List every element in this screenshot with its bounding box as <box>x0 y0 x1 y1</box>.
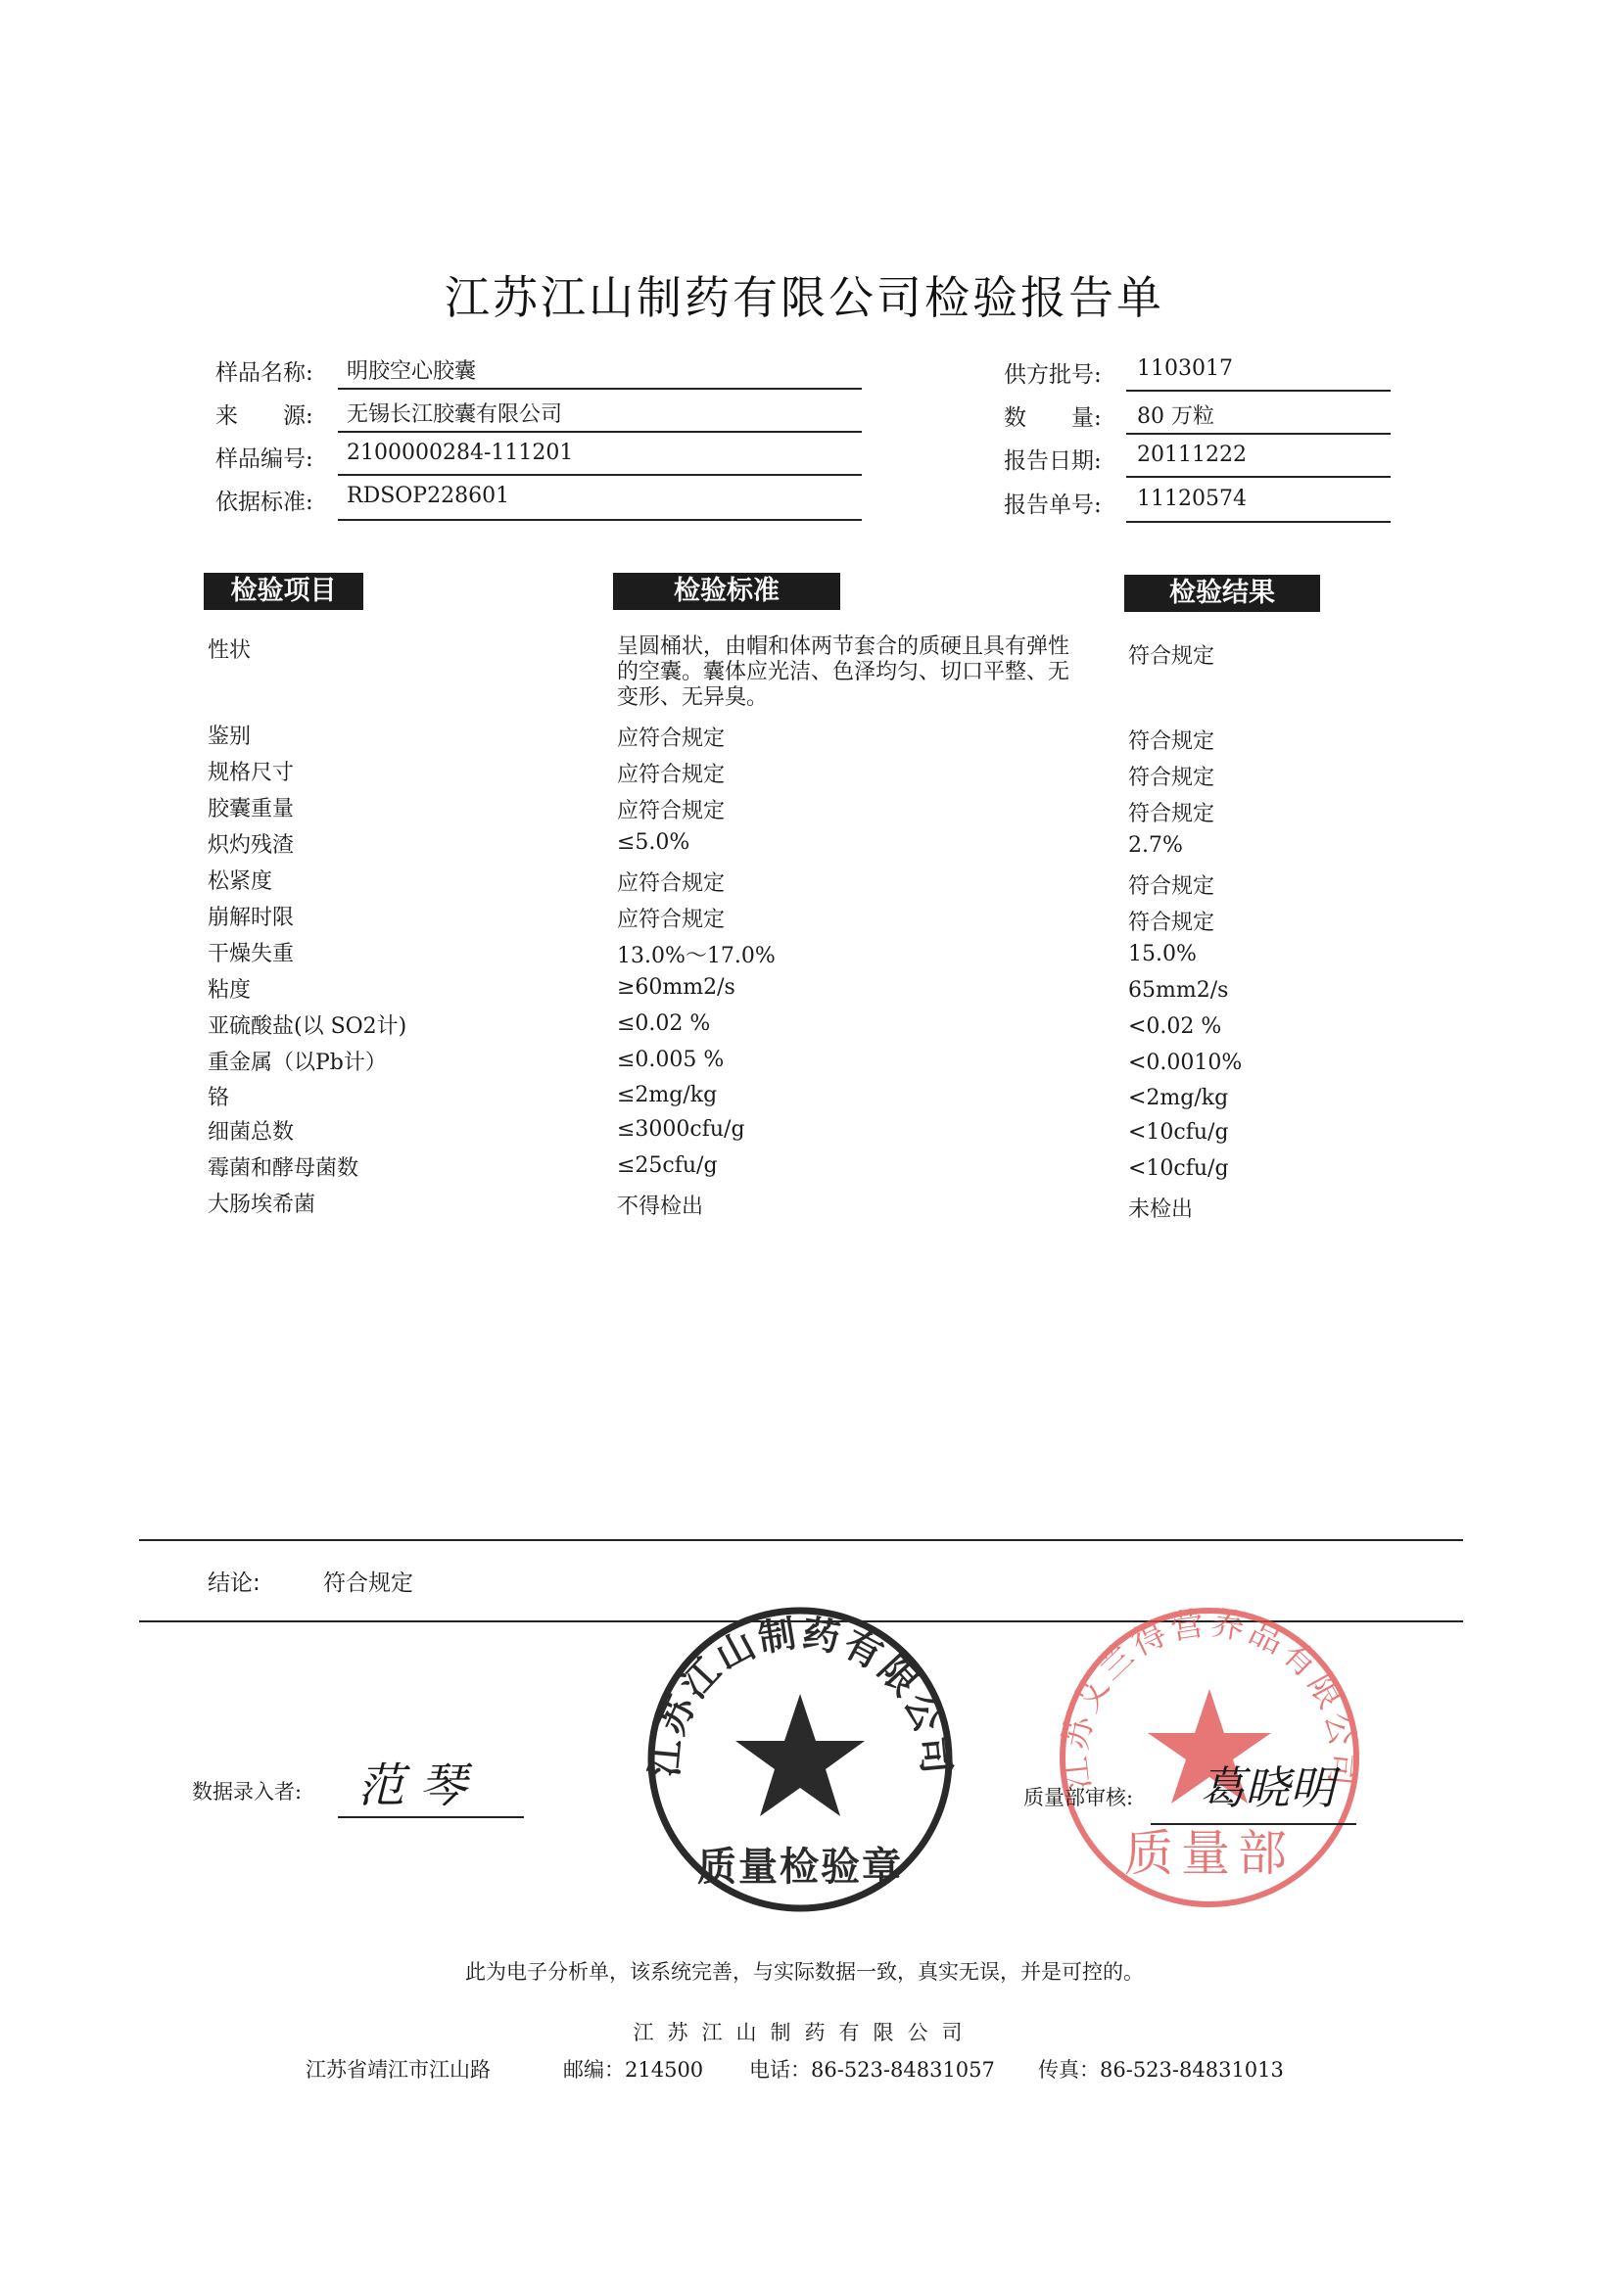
footer-address: 江苏省靖江市江山路 <box>306 2058 491 2082</box>
standard-basis-value: RDSOP228601 <box>347 484 510 508</box>
row-result: 15.0% <box>1128 942 1197 966</box>
row-standard: ≤2mg/kg <box>617 1083 718 1107</box>
row-standard: ≤0.005 % <box>617 1048 725 1072</box>
row-result: <10cfu/g <box>1128 1120 1229 1145</box>
row-standard: ≤0.02 % <box>617 1011 711 1036</box>
row-item: 规格尺寸 <box>208 761 295 785</box>
row-result: 符合规定 <box>1128 729 1215 754</box>
quantity-label: 数 量: <box>1004 405 1102 431</box>
row-standard: 不得检出 <box>617 1195 704 1219</box>
supplier-batch-value: 1103017 <box>1137 356 1233 381</box>
footer-fax: 传真：86-523-84831013 <box>1038 2058 1284 2082</box>
row-standard: ≤3000cfu/g <box>617 1117 745 1142</box>
svg-text:质量部: 质量部 <box>1124 1825 1295 1882</box>
row-standard: 应符合规定 <box>617 908 726 932</box>
row-item: 崩解时限 <box>208 906 295 930</box>
standard-basis-label: 依据标准: <box>215 490 313 515</box>
row-result: 2.7% <box>1128 833 1183 858</box>
row-item: 重金属（以Pb计） <box>208 1051 387 1075</box>
report-date-label: 报告日期: <box>1004 448 1102 474</box>
underline <box>1126 433 1391 435</box>
header-test-item: 检验项目 <box>204 573 363 610</box>
source-label: 来 源: <box>215 403 313 429</box>
row-item: 铬 <box>208 1086 230 1110</box>
electronic-statement: 此为电子分析单，该系统完善，与实际数据一致，真实无误，并是可控的。 <box>465 1960 1144 1984</box>
black-stamp-graphic <box>641 1601 960 1919</box>
row-result: 符合规定 <box>1128 911 1215 935</box>
row-result: <2mg/kg <box>1128 1086 1229 1110</box>
qa-review-signature: 葛晓明 <box>1200 1761 1335 1814</box>
qa-review-label: 质量部审核: <box>1023 1786 1134 1809</box>
row-result: 未检出 <box>1128 1197 1194 1222</box>
supplier-batch-label: 供方批号: <box>1004 362 1102 388</box>
review-signature-line <box>1151 1823 1356 1825</box>
header-test-result: 检验结果 <box>1124 575 1320 612</box>
row-item: 性状 <box>208 638 252 663</box>
footer-postcode: 邮编：214500 <box>563 2058 704 2082</box>
row-result: 65mm2/s <box>1128 978 1229 1003</box>
row-item: 炽灼残渣 <box>208 833 295 858</box>
report-title: 江苏江山制药有限公司检验报告单 <box>445 271 1164 324</box>
row-item: 胶囊重量 <box>208 797 295 821</box>
row-result: 符合规定 <box>1128 802 1215 826</box>
underline <box>338 388 862 390</box>
underline <box>1126 476 1391 478</box>
row-result: <10cfu/g <box>1128 1156 1229 1181</box>
row-result: 符合规定 <box>1128 874 1215 899</box>
source-value: 无锡长江胶囊有限公司 <box>347 402 563 427</box>
sample-name-value: 明胶空心胶囊 <box>347 359 477 384</box>
report-date-value: 20111222 <box>1137 443 1247 467</box>
row-standard: 应符合规定 <box>617 871 726 896</box>
row-standard: ≤25cfu/g <box>617 1153 718 1178</box>
underline <box>338 519 862 521</box>
row-item: 粘度 <box>208 978 252 1003</box>
underline <box>338 431 862 433</box>
svg-text:质量检验章: 质量检验章 <box>697 1844 903 1890</box>
row-standard: 应符合规定 <box>617 726 726 751</box>
report-no-label: 报告单号: <box>1004 492 1102 518</box>
sample-no-label: 样品编号: <box>215 446 313 472</box>
conclusion-label: 结论: <box>208 1570 260 1596</box>
conclusion-value: 符合规定 <box>323 1570 413 1596</box>
row-standard: 13.0%～17.0% <box>617 944 776 968</box>
sample-no-value: 2100000284-111201 <box>347 441 574 465</box>
row-item: 霉菌和酵母菌数 <box>208 1156 359 1181</box>
sample-name-label: 样品名称: <box>215 360 313 386</box>
row-item: 干燥失重 <box>208 942 295 966</box>
row-result: 符合规定 <box>1128 766 1215 790</box>
footer-phone: 电话：86-523-84831057 <box>749 2058 995 2082</box>
row-item: 亚硫酸盐(以 SO2计) <box>208 1014 407 1039</box>
row-item: 鉴别 <box>208 725 252 749</box>
row-standard: ≤5.0% <box>617 830 690 855</box>
row-standard: 应符合规定 <box>617 763 726 787</box>
svg-text:江苏江山制药有限公司: 江苏江山制药有限公司 <box>641 1610 960 1779</box>
footer-company: 江苏江山制药有限公司 <box>633 2021 976 2044</box>
underline <box>1126 390 1391 392</box>
quantity-value: 80 万粒 <box>1137 404 1214 429</box>
row-result: <0.02 % <box>1128 1014 1222 1039</box>
row-item: 大肠埃希菌 <box>208 1193 316 1217</box>
row-result: 符合规定 <box>1128 644 1215 669</box>
data-entry-signature: 范 琴 <box>357 1758 467 1813</box>
entry-signature-line <box>338 1816 524 1818</box>
report-no-value: 11120574 <box>1137 487 1247 511</box>
quality-inspection-stamp <box>641 1601 960 1919</box>
underline <box>338 474 862 476</box>
svg-text:江苏艾兰得营养品有限公司: 江苏艾兰得营养品有限公司 <box>1055 1603 1364 1792</box>
row-item: 细菌总数 <box>208 1120 295 1145</box>
row-standard: 呈圆桶状，由帽和体两节套合的质硬且具有弹性的空囊。囊体应光洁、色泽均匀、切口平整、无变形、无异臭。 <box>617 634 1070 710</box>
row-result: <0.0010% <box>1128 1051 1243 1075</box>
header-test-standard: 检验标准 <box>613 573 840 610</box>
underline <box>1126 521 1391 523</box>
row-standard: ≥60mm2/s <box>617 975 735 1000</box>
row-standard: 应符合规定 <box>617 799 726 823</box>
divider-top <box>139 1539 1463 1541</box>
data-entry-label: 数据录入者: <box>192 1780 303 1804</box>
row-item: 松紧度 <box>208 869 273 894</box>
